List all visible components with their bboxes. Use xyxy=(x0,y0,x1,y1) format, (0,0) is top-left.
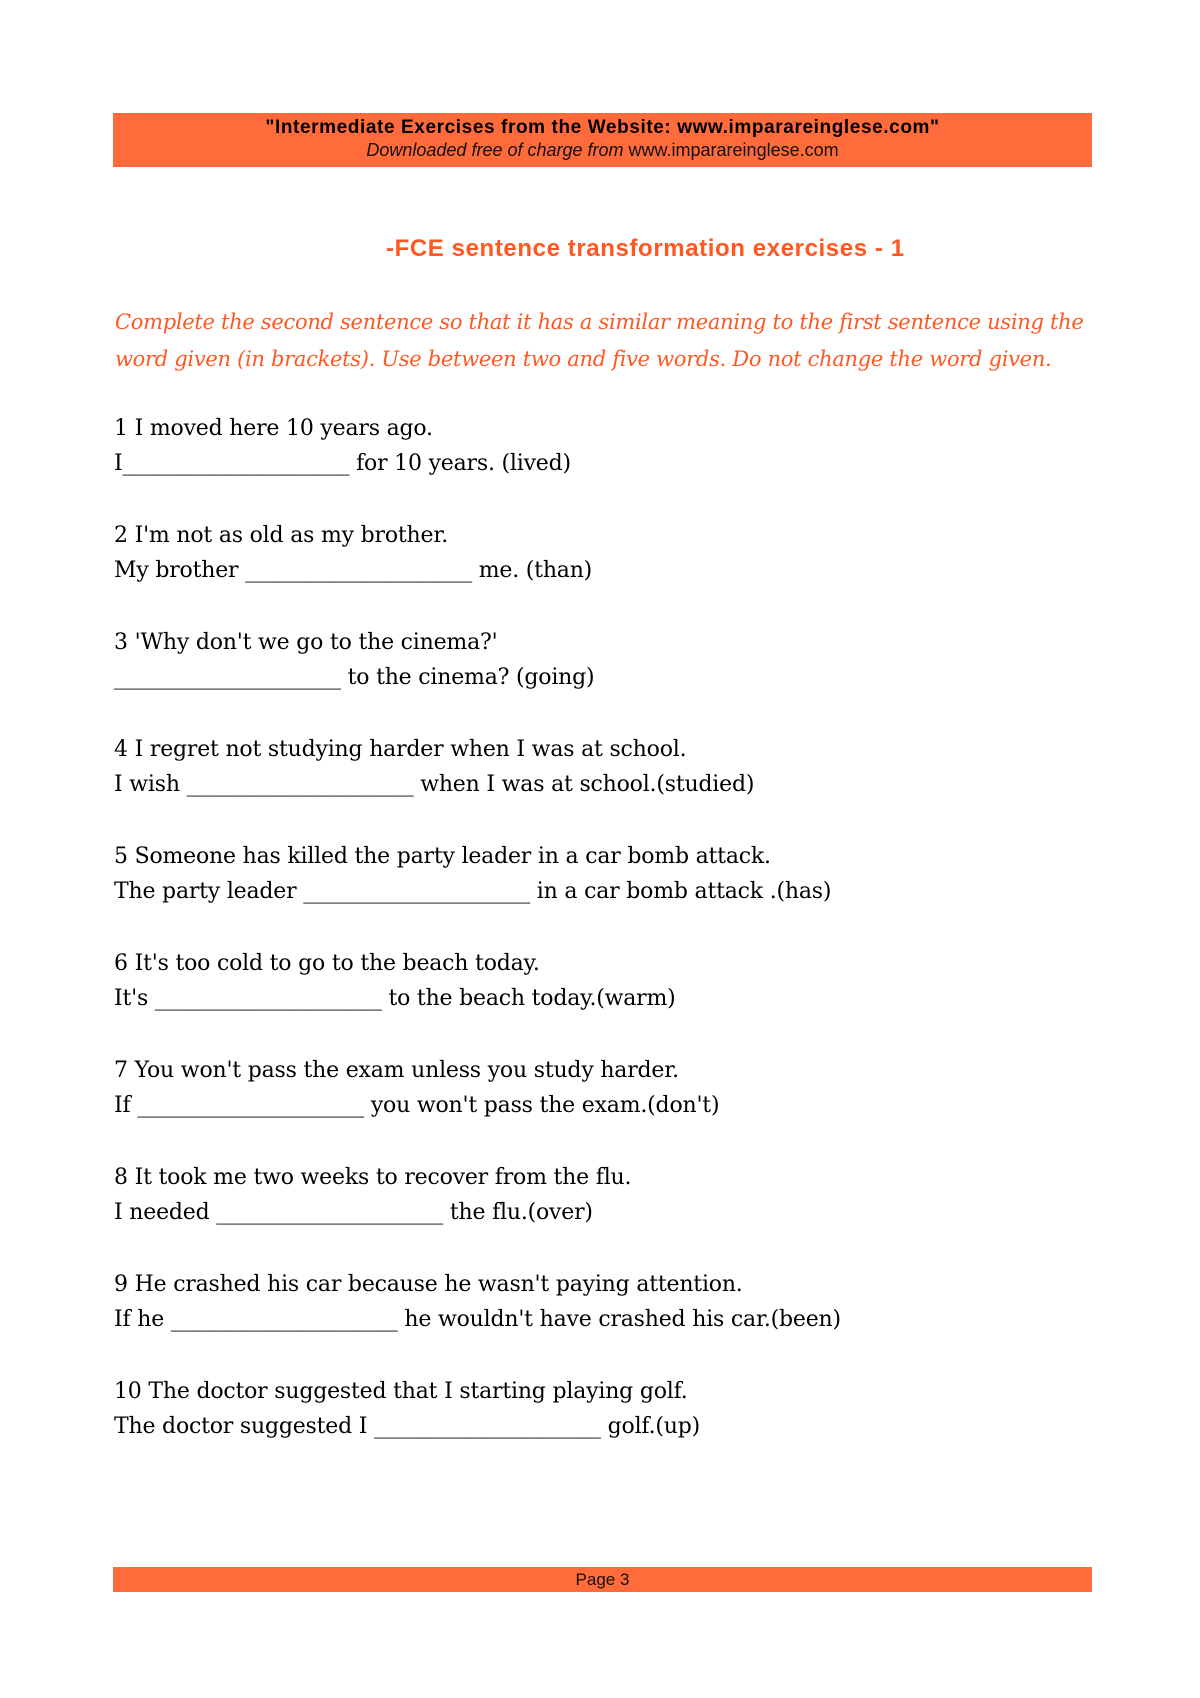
page-title: -FCE sentence transformation exercises - 1 xyxy=(386,235,905,262)
exercise-prompt: 2 I'm not as old as my brother. xyxy=(114,523,449,548)
exercise-item xyxy=(114,625,1094,732)
exercise-prompt: 1 I moved here 10 years ago. xyxy=(114,416,433,441)
exercise-answer-line: If he _____________________ he wouldn't have crashed his car.(been) xyxy=(114,1307,841,1332)
exercise-item xyxy=(114,732,1094,839)
header-download-note xyxy=(113,139,1092,161)
exercise-item xyxy=(114,839,1094,946)
exercise-answer-line: It's _____________________ to the beach today.(warm) xyxy=(114,986,676,1011)
exercise-list xyxy=(114,411,1094,1481)
exercise-answer-line: I needed _____________________ the flu.(over) xyxy=(114,1200,593,1225)
exercise-item xyxy=(114,1374,1094,1481)
header-banner xyxy=(113,113,1092,167)
exercise-item xyxy=(114,1267,1094,1374)
exercise-item xyxy=(114,1053,1094,1160)
instructions: Complete the second sentence so that it has a similar meaning to the first sentence using the word given (in brackets). Use between two and five words. Do not change the word given. xyxy=(115,310,1084,371)
download-note-text: Downloaded free of charge from xyxy=(366,140,629,160)
exercise-prompt: 3 'Why don't we go to the cinema?' xyxy=(114,630,498,655)
exercise-answer-line: The doctor suggested I _____________________ golf.(up) xyxy=(114,1414,700,1439)
exercise-answer-line: _____________________ to the cinema? (going) xyxy=(114,665,595,690)
exercise-answer-line: My brother _____________________ me. (than) xyxy=(114,558,593,583)
exercise-prompt: 5 Someone has killed the party leader in a car bomb attack. xyxy=(114,844,771,869)
exercise-answer-line: I wish _____________________ when I was at school.(studied) xyxy=(114,772,755,797)
exercise-item xyxy=(114,946,1094,1053)
exercise-item xyxy=(114,1160,1094,1267)
page-number: Page 3 xyxy=(575,1570,630,1589)
header-site-title: "Intermediate Exercises from the Website: www.impararеinglese.com" xyxy=(265,117,940,138)
exercise-item xyxy=(114,411,1094,518)
exercise-prompt: 10 The doctor suggested that I starting playing golf. xyxy=(114,1379,688,1404)
download-note-url[interactable]: www.impararеinglese.com xyxy=(628,140,839,160)
exercise-prompt: 4 I regret not studying harder when I was at school. xyxy=(114,737,687,762)
exercise-answer-line: I_____________________ for 10 years. (lived) xyxy=(114,451,571,476)
exercise-answer-line: If _____________________ you won't pass the exam.(don't) xyxy=(114,1093,720,1118)
exercise-prompt: 7 You won't pass the exam unless you study harder. xyxy=(114,1058,679,1083)
exercise-prompt: 8 It took me two weeks to recover from the flu. xyxy=(114,1165,632,1190)
exercise-prompt: 9 He crashed his car because he wasn't paying attention. xyxy=(114,1272,743,1297)
footer-banner xyxy=(113,1567,1092,1592)
exercise-answer-line: The party leader _____________________ in a car bomb attack .(has) xyxy=(114,879,832,904)
exercise-prompt: 6 It's too cold to go to the beach today. xyxy=(114,951,540,976)
exercise-item xyxy=(114,518,1094,625)
